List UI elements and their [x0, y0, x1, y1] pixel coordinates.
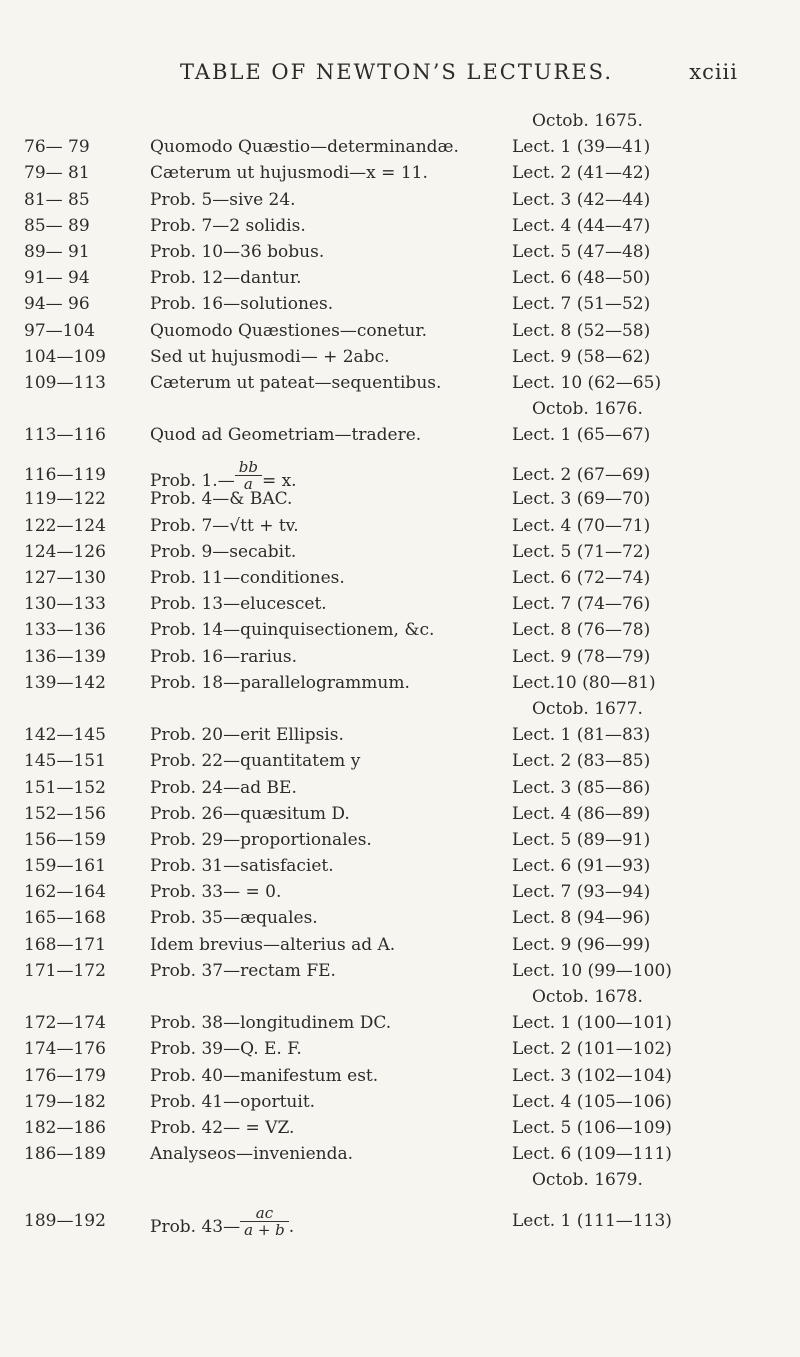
lecture-reference: Lect. 3 (69—70): [512, 489, 651, 510]
fraction-denominator: a + b: [240, 1221, 289, 1238]
problem-description: Prob. 31—satisfaciet.: [150, 856, 334, 877]
page-range: 179—182: [24, 1091, 106, 1112]
page-range: 81— 85: [24, 189, 90, 210]
year-heading: Octob. 1677.: [532, 698, 643, 719]
problem-description: Prob. 13—elucescet.: [150, 594, 327, 615]
problem-description: Prob. 5—sive 24.: [150, 189, 296, 210]
table-row: [0, 345, 800, 371]
table-row: [0, 1116, 800, 1142]
description-prefix: Prob. 43—: [150, 1216, 241, 1237]
lecture-reference: Lect. 4 (44—47): [512, 215, 651, 236]
page-range: 174—176: [24, 1039, 106, 1060]
lecture-reference: Lect. 8 (94—96): [512, 908, 651, 929]
lecture-reference: Lect. 1 (39—41): [512, 137, 651, 158]
page-range: 130—133: [24, 594, 106, 615]
lecture-reference: Lect. 9 (78—79): [512, 646, 651, 667]
table-row: [0, 880, 800, 906]
problem-description: Prob. 9—secabit.: [150, 541, 297, 562]
problem-description: Cæterum ut pateat—sequentibus.: [150, 372, 442, 393]
problem-description: Prob. 22—quantitatem y: [150, 751, 361, 772]
lecture-reference: Lect. 3 (42—44): [512, 189, 651, 210]
lecture-reference: Lect. 3 (85—86): [512, 777, 651, 798]
table-row: [0, 566, 800, 592]
problem-description: Prob. 7—√tt + tv.: [150, 515, 299, 536]
table-row: [0, 723, 800, 749]
page-range: 116—119: [24, 465, 106, 486]
lecture-reference: Lect. 2 (101—102): [512, 1039, 672, 1060]
problem-description: Quomodo Quæstiones—conetur.: [150, 320, 428, 341]
page-range: 136—139: [24, 646, 106, 667]
problem-description: Prob. 37—rectam FE.: [150, 960, 336, 981]
table-row: [0, 671, 800, 697]
table-row: [0, 959, 800, 985]
table-row: [0, 214, 800, 240]
table-row: [0, 266, 800, 292]
lecture-reference: Lect. 5 (89—91): [512, 829, 651, 850]
table-row: [0, 618, 800, 644]
lecture-reference: Lect. 5 (71—72): [512, 541, 651, 562]
page-range: 76— 79: [24, 137, 90, 158]
year-heading: Octob. 1679.: [532, 1170, 643, 1191]
lecture-reference: Lect. 6 (91—93): [512, 856, 651, 877]
problem-description: [150, 1203, 510, 1244]
lecture-reference: Lect. 4 (105—106): [512, 1091, 672, 1112]
page-range: 145—151: [24, 751, 106, 772]
lecture-reference: Lect. 4 (86—89): [512, 803, 651, 824]
table-row: [0, 802, 800, 828]
problem-description: Prob. 40—manifestum est.: [150, 1065, 379, 1086]
page-range: 104—109: [24, 346, 106, 367]
table-row: [0, 1142, 800, 1168]
page-range: 189—192: [24, 1210, 106, 1231]
lecture-reference: Lect. 7 (93—94): [512, 882, 651, 903]
table-row: [0, 933, 800, 959]
lecture-reference: Lect. 6 (48—50): [512, 268, 651, 289]
table-row: [0, 906, 800, 932]
problem-description: Prob. 14—quinquisectionem, &c.: [150, 620, 435, 641]
page-range: 182—186: [24, 1117, 106, 1138]
problem-description: Quomodo Quæstio—determinandæ.: [150, 137, 459, 158]
problem-description: Quod ad Geometriam—tradere.: [150, 425, 422, 446]
page-range: 172—174: [24, 1013, 106, 1034]
lecture-reference: Lect. 5 (47—48): [512, 241, 651, 262]
lecture-reference: Lect. 10 (99—100): [512, 960, 672, 981]
table-row: [0, 854, 800, 880]
description-prefix: Prob. 1.—: [150, 471, 235, 492]
page-range: 142—145: [24, 725, 106, 746]
lecture-reference: Lect. 8 (76—78): [512, 620, 651, 641]
lecture-reference: Lect. 1 (100—101): [512, 1013, 672, 1034]
page-range: 113—116: [24, 425, 106, 446]
lecture-reference: Lect. 8 (52—58): [512, 320, 651, 341]
page-range: 122—124: [24, 515, 106, 536]
problem-description: Prob. 33— = 0.: [150, 882, 282, 903]
description-suffix: = x.: [261, 471, 297, 492]
problem-description: Prob. 20—erit Ellipsis.: [150, 725, 344, 746]
page-range: 79— 81: [24, 163, 90, 184]
fraction-denominator: a: [235, 475, 262, 492]
year-heading-row: [0, 985, 800, 1011]
page-range: 109—113: [24, 372, 106, 393]
page-range: 168—171: [24, 934, 106, 955]
year-heading-row: [0, 697, 800, 723]
table-row: [0, 1011, 800, 1037]
problem-description: Prob. 16—solutiones.: [150, 294, 334, 315]
table-row: [0, 514, 800, 540]
page-range: 186—189: [24, 1144, 106, 1165]
problem-description: Idem brevius—alterius ad A.: [150, 934, 396, 955]
year-heading: Octob. 1675.: [532, 111, 643, 131]
lecture-reference: Lect. 1 (65—67): [512, 425, 651, 446]
page-range: 91— 94: [24, 268, 90, 289]
page-range: 159—161: [24, 856, 106, 877]
lecture-reference: Lect. 1 (81—83): [512, 725, 651, 746]
table-row: [0, 135, 800, 161]
lecture-reference: Lect. 3 (102—104): [512, 1065, 672, 1086]
problem-description: Prob. 10—36 bobus.: [150, 241, 325, 262]
page-range: 165—168: [24, 908, 106, 929]
lecture-reference: Lect. 9 (96—99): [512, 934, 651, 955]
table-row: [0, 188, 800, 214]
problem-description: Prob. 24—ad BE.: [150, 777, 297, 798]
table-row: [0, 592, 800, 618]
problem-description: Prob. 18—parallelogrammum.: [150, 672, 410, 693]
page-range: 133—136: [24, 620, 106, 641]
page-range: 85— 89: [24, 215, 90, 236]
lecture-reference: Lect. 10 (62—65): [512, 372, 662, 393]
problem-description: Prob. 12—dantur.: [150, 268, 302, 289]
year-heading: Octob. 1676.: [532, 399, 643, 420]
problem-description: Prob. 42— = VZ.: [150, 1117, 295, 1138]
table-row: [0, 423, 800, 449]
page-range: 176—179: [24, 1065, 106, 1086]
lecture-reference: Lect. 7 (74—76): [512, 594, 651, 615]
page-range: 97—104: [24, 320, 96, 341]
table-row: [0, 487, 800, 513]
problem-description: Prob. 26—quæsitum D.: [150, 803, 350, 824]
page-range: 89— 91: [24, 241, 90, 262]
table-row: [0, 292, 800, 318]
table-row: [0, 749, 800, 775]
page-range: 127—130: [24, 568, 106, 588]
lecture-reference: Lect. 2 (83—85): [512, 751, 651, 772]
page-range: 124—126: [24, 541, 106, 562]
fraction-numerator: bb: [238, 458, 258, 477]
problem-description: Sed ut hujusmodi— + 2abc.: [150, 346, 390, 367]
table-row: [0, 449, 800, 494]
page-range: 151—152: [24, 777, 106, 798]
lecture-reference: Lect. 4 (70—71): [512, 515, 651, 536]
table-row: [0, 371, 800, 397]
page-range: 171—172: [24, 960, 106, 981]
year-heading-row: [0, 1168, 800, 1194]
fraction: [240, 1205, 289, 1238]
table-row: [0, 645, 800, 671]
problem-description: Prob. 16—rarius.: [150, 646, 298, 667]
page-title: TABLE OF NEWTON’S LECTURES.: [180, 60, 613, 84]
problem-description: Prob. 4—& BAC.: [150, 489, 293, 510]
lecture-reference: Lect. 6 (72—74): [512, 568, 651, 588]
page-range: 162—164: [24, 882, 106, 903]
page-range: 119—122: [24, 489, 106, 510]
lecture-reference: Lect. 7 (51—52): [512, 294, 651, 315]
lecture-reference: Lect.10 (80—81): [512, 672, 656, 693]
problem-description: Prob. 7—2 solidis.: [150, 215, 306, 236]
page-range: 139—142: [24, 672, 106, 693]
lecture-reference: Lect. 2 (67—69): [512, 465, 651, 486]
lecture-reference: Lect. 5 (106—109): [512, 1117, 672, 1138]
problem-description: Prob. 29—proportionales.: [150, 829, 372, 850]
table-row: [0, 1195, 800, 1239]
problem-description: Prob. 38—longitudinem DC.: [150, 1013, 392, 1034]
year-heading: Octob. 1678.: [532, 987, 643, 1007]
table-row: [0, 1037, 800, 1063]
problem-description: Cæterum ut hujusmodi—x = 11.: [150, 163, 428, 184]
table-row: [0, 240, 800, 266]
page-number: xciii: [689, 60, 738, 84]
problem-description: Analyseos—invenienda.: [150, 1144, 354, 1165]
page-header: [0, 60, 800, 90]
fraction-numerator: ac: [255, 1203, 274, 1222]
table-row: [0, 1090, 800, 1116]
problem-description: Prob. 39—Q. E. F.: [150, 1039, 302, 1060]
problem-description: Prob. 35—æquales.: [150, 908, 318, 929]
lecture-reference: Lect. 9 (58—62): [512, 346, 651, 367]
problem-description: Prob. 41—oportuit.: [150, 1091, 316, 1112]
year-heading-row: [0, 397, 800, 423]
lecture-table: [0, 109, 800, 1239]
lecture-reference: Lect. 1 (111—113): [512, 1210, 672, 1231]
description-suffix: .: [288, 1216, 295, 1237]
table-row: [0, 1064, 800, 1090]
table-row: [0, 776, 800, 802]
lecture-reference: Lect. 2 (41—42): [512, 163, 651, 184]
table-row: [0, 161, 800, 187]
lecture-reference: Lect. 6 (109—111): [512, 1144, 672, 1165]
year-heading-row: [0, 109, 800, 135]
table-row: [0, 540, 800, 566]
table-row: [0, 828, 800, 854]
problem-description: Prob. 11—conditiones.: [150, 568, 345, 588]
page-range: 94— 96: [24, 294, 90, 315]
table-row: [0, 319, 800, 345]
page-range: 152—156: [24, 803, 106, 824]
page-range: 156—159: [24, 829, 106, 850]
